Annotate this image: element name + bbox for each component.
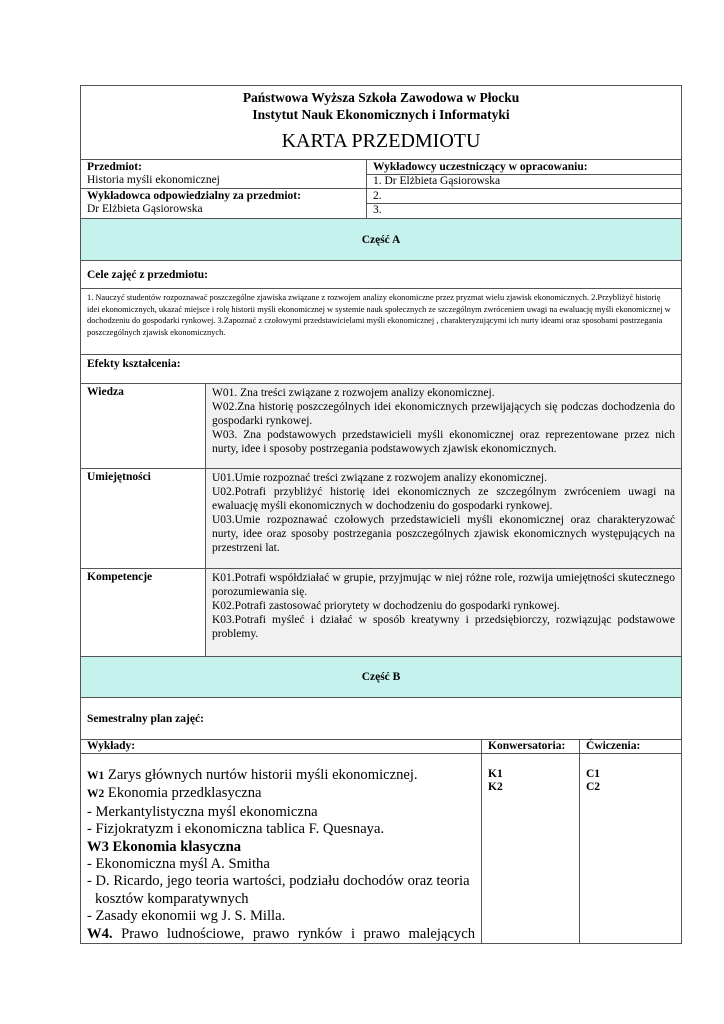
institute-name: Instytut Nauk Ekonomicznych i Informatyki bbox=[252, 107, 510, 122]
knowledge-label: Wiedza bbox=[81, 384, 206, 469]
header-row bbox=[81, 86, 682, 160]
part-b-row bbox=[81, 657, 682, 698]
lecturer-label: Wykładowca odpowiedzialny za przedmiot: bbox=[87, 190, 301, 202]
exercises-column-header: Ćwiczenia: bbox=[580, 740, 682, 754]
skills-label: Umiejętności bbox=[81, 469, 206, 569]
lecturer-row bbox=[81, 189, 682, 219]
lectures-list bbox=[81, 754, 482, 944]
subject-label: Przedmiot: bbox=[87, 161, 142, 173]
conversations-column-header: Konwersatoria: bbox=[482, 740, 580, 754]
school-name: Państwowa Wyższa Szkoła Zawodowa w Płocku bbox=[242, 90, 520, 105]
exercise-c2: C2 bbox=[586, 781, 601, 793]
conversations-list bbox=[482, 754, 580, 944]
co-author-3: 3. bbox=[373, 204, 382, 216]
lecture-w3: W3 Ekonomia klasyczna bbox=[87, 838, 242, 855]
plan-content-row bbox=[81, 754, 682, 944]
skills-effects bbox=[206, 469, 682, 569]
page-title: KARTA PRZEDMIOTU bbox=[281, 130, 481, 152]
lecturer-value: Dr Elżbieta Gąsiorowska bbox=[87, 203, 203, 215]
effect-k03: K03.Potrafi myśleć i działać w sposób kreatywny i przedsiębiorczy, rozwiązując podstawowe problemy. bbox=[212, 614, 676, 640]
lecture-w3-item-2: - D. Ricardo, jego teoria wartości, podziału dochodów oraz teoria kosztów komparatywnych bbox=[87, 873, 470, 907]
co-author-1: 1. Dr Elżbieta Gąsiorowska bbox=[373, 175, 501, 187]
goals-text: 1. Nauczyć studentów rozpoznawać poszczególne zjawiska związane z rozwojem analizy ekonomiczne przez pryzmat wielu zjawisk ekonomicznych. 2.Przybliżyć historię idei ekonomicznych, ukazać miejsce i rolę historii myśli ekonomicznej w systemie nauk społecznych ze szczególnym zwróceniem uwagi na ewaluację myśli ekonomicznej w dochodzeniu do gospodarki rynkowej. 3.Zapoznać z czołowymi przedstawicielami myśli ekonomicznej , charakteryzującymi ich nurty ideami oraz sposobami postrzegania poszczególnych zjawisk ekonomicznych. bbox=[81, 289, 682, 355]
lecture-w2 bbox=[87, 785, 475, 803]
lecture-w4 bbox=[87, 926, 475, 943]
part-b-heading: Część B bbox=[81, 657, 682, 698]
exercises-list bbox=[580, 754, 682, 944]
plan-columns-row bbox=[81, 740, 682, 754]
lectures-column-header: Wykłady: bbox=[81, 740, 482, 754]
effect-k02: K02.Potrafi zastosować priorytety w dochodzeniu do gospodarki rynkowej. bbox=[212, 600, 560, 612]
effect-w01: W01. Zna treści związane z rozwojem analizy ekonomicznej. bbox=[212, 387, 495, 399]
knowledge-row bbox=[81, 384, 682, 469]
effect-u03: U03.Umie rozpoznawać czołowych przedstawicieli myśli ekonomicznej oraz charakteryzować nurty, idee oraz sposoby postrzegania poszczególnych zjawisk ekonomicznych występujących na przestrzeni lat. bbox=[212, 514, 676, 554]
effect-w03: W03. Zna podstawowych przedstawicieli myśli ekonomicznej oraz reprezentowane przez nich nurty, idee i sposoby postrzegania podstawowych zjawisk ekonomicznych. bbox=[212, 429, 676, 455]
lecture-w2-text: Ekonomia przedklasyczna bbox=[107, 785, 262, 802]
effect-w02: W02.Zna historię poszczególnych idei ekonomicznych przewijających się podczas dochodzenia do gospodarki rynkowej. bbox=[212, 401, 676, 427]
subject-value: Historia myśli ekonomicznej bbox=[87, 174, 220, 186]
lecture-w4-text: Prawo ludnościowe, prawo rynków i prawo malejących bbox=[121, 925, 475, 942]
goals-label: Cele zajęć z przedmiotu: bbox=[81, 261, 682, 289]
lecture-w2-code: W2 bbox=[87, 788, 105, 801]
competences-label: Kompetencje bbox=[81, 569, 206, 657]
subject-row bbox=[81, 160, 682, 189]
plan-label-row bbox=[81, 698, 682, 740]
effect-u02: U02.Potrafi przybliżyć historię idei ekonomicznych ze szczególnym zwróceniem uwagi na ewaluację myśli ekonomicznych w dochodzeniu do gospodarki rynkowej. bbox=[212, 486, 676, 512]
effects-label: Efekty kształcenia: bbox=[81, 355, 682, 384]
conversation-k2: K2 bbox=[488, 781, 503, 793]
course-card-table bbox=[80, 85, 682, 944]
course-card bbox=[80, 85, 681, 944]
lecture-w1-code: W1 bbox=[87, 770, 105, 782]
lecture-w1 bbox=[87, 767, 475, 785]
lecture-w3-item-1: - Ekonomiczna myśl A. Smitha bbox=[87, 856, 270, 873]
goals-text-row bbox=[81, 289, 682, 355]
skills-row bbox=[81, 469, 682, 569]
effect-k01: K01.Potrafi współdziałać w grupie, przyjmując w niej różne role, rozwija umiejętności skutecznego porozumiewania się. bbox=[212, 572, 676, 598]
co-author-2: 2. bbox=[367, 189, 681, 204]
lecture-w2-item-1: - Merkantylistyczna myśl ekonomiczna bbox=[87, 803, 318, 820]
competences-effects bbox=[206, 569, 682, 657]
conversation-k1: K1 bbox=[488, 768, 503, 780]
exercise-c1: C1 bbox=[586, 768, 601, 780]
effect-u01: U01.Umie rozpoznać treści związane z rozwojem analizy ekonomicznej. bbox=[212, 472, 547, 484]
co-authors-label: Wykładowcy uczestniczący w opracowaniu: bbox=[367, 160, 681, 175]
part-a-heading: Część A bbox=[81, 219, 682, 261]
competences-row bbox=[81, 569, 682, 657]
plan-label: Semestralny plan zajęć: bbox=[81, 698, 682, 740]
goals-label-row bbox=[81, 261, 682, 289]
lecture-w3-item-3: - Zasady ekonomii wg J. S. Milla. bbox=[87, 908, 286, 925]
knowledge-effects bbox=[206, 384, 682, 469]
effects-label-row bbox=[81, 355, 682, 384]
lecture-w1-text: Zarys głównych nurtów historii myśli ekonomicznej. bbox=[107, 767, 418, 783]
lecture-w4-code: W4. bbox=[87, 925, 113, 942]
lecture-w2-item-2: - Fizjokratyzm i ekonomiczna tablica F. Quesnaya. bbox=[87, 821, 385, 838]
part-a-row bbox=[81, 219, 682, 261]
